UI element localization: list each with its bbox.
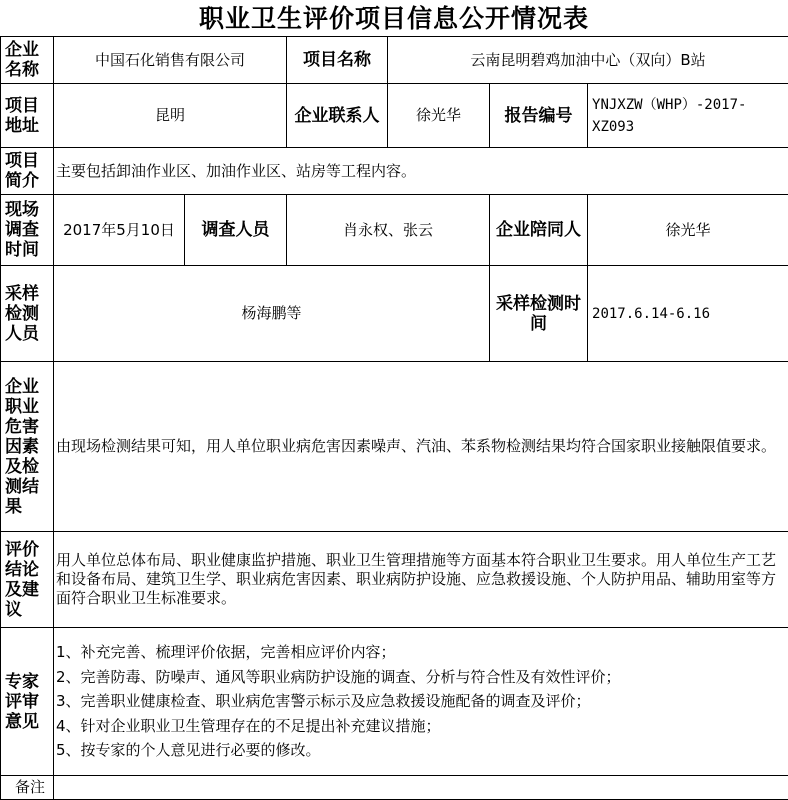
row-intro — [1, 148, 788, 195]
company-name-label: 企业名称 — [1, 37, 54, 84]
row-company — [1, 37, 788, 84]
conclusion-value: 用人单位总体布局、职业健康监护措施、职业卫生管理措施等方面基本符合职业卫生要求。用人单位生产工艺和设备布局、建筑卫生学、职业病危害因素、职业病防护设施、应急救援设施、个人防护用品、辅助用室等方面符合职业卫生标准要求。 — [54, 532, 788, 628]
form-title: 职业卫生评价项目信息公开情况表 — [0, 0, 788, 36]
remark-label: 备注 — [1, 776, 54, 800]
expert-opinion-item: 4、针对企业职业卫生管理存在的不足提出补充建议措施； — [56, 714, 786, 739]
company-contact-label: 企业联系人 — [287, 84, 388, 148]
project-address-label: 项目地址 — [1, 84, 54, 148]
remark-value — [54, 776, 788, 800]
expert-opinion-item: 1、补充完善、梳理评价依据，完善相应评价内容； — [56, 640, 786, 665]
info-table — [0, 36, 788, 800]
sampling-time-value: 2017.6.14-6.16 — [588, 266, 788, 362]
hazard-result-label: 企业职业危害因素及检测结果 — [1, 362, 54, 532]
project-intro-label: 项目简介 — [1, 148, 54, 195]
expert-opinion-item: 2、完善防毒、防噪声、通风等职业病防护设施的调查、分析与符合性及有效性评价； — [56, 665, 786, 690]
investigator-value: 肖永权、张云 — [287, 195, 490, 266]
expert-opinion-list — [54, 628, 788, 776]
expert-opinion-label: 专家评审意见 — [1, 628, 54, 776]
expert-opinion-item: 3、完善职业健康检查、职业病危害警示标示及应急救援设施配备的调查及评价； — [56, 689, 786, 714]
row-conclusion — [1, 532, 788, 628]
hazard-result-value: 由现场检测结果可知，用人单位职业病危害因素噪声、汽油、苯系物检测结果均符合国家职业接触限值要求。 — [54, 362, 788, 532]
sampling-time-label: 采样检测时间 — [490, 266, 588, 362]
row-expert — [1, 628, 788, 776]
company-name-value: 中国石化销售有限公司 — [54, 37, 287, 84]
project-name-label: 项目名称 — [287, 37, 388, 84]
project-name-value: 云南昆明碧鸡加油中心（双向）B站 — [388, 37, 788, 84]
row-survey — [1, 195, 788, 266]
conclusion-label: 评价结论及建议 — [1, 532, 54, 628]
survey-time-label: 现场调查时间 — [1, 195, 54, 266]
report-number-value: YNJXZW（WHP）-2017-XZ093 — [588, 84, 788, 148]
company-escort-value: 徐光华 — [588, 195, 788, 266]
report-number-label: 报告编号 — [490, 84, 588, 148]
project-intro-value: 主要包括卸油作业区、加油作业区、站房等工程内容。 — [54, 148, 788, 195]
row-address — [1, 84, 788, 148]
project-address-value: 昆明 — [54, 84, 287, 148]
company-escort-label: 企业陪同人 — [490, 195, 588, 266]
sampling-staff-label: 采样检测人员 — [1, 266, 54, 362]
sampling-staff-value: 杨海鹏等 — [54, 266, 490, 362]
row-sampling — [1, 266, 788, 362]
expert-opinion-item: 5、按专家的个人意见进行必要的修改。 — [56, 738, 786, 763]
investigator-label: 调查人员 — [185, 195, 287, 266]
row-hazard — [1, 362, 788, 532]
company-contact-value: 徐光华 — [388, 84, 490, 148]
row-remark — [1, 776, 788, 800]
survey-time-value: 2017年5月10日 — [54, 195, 185, 266]
